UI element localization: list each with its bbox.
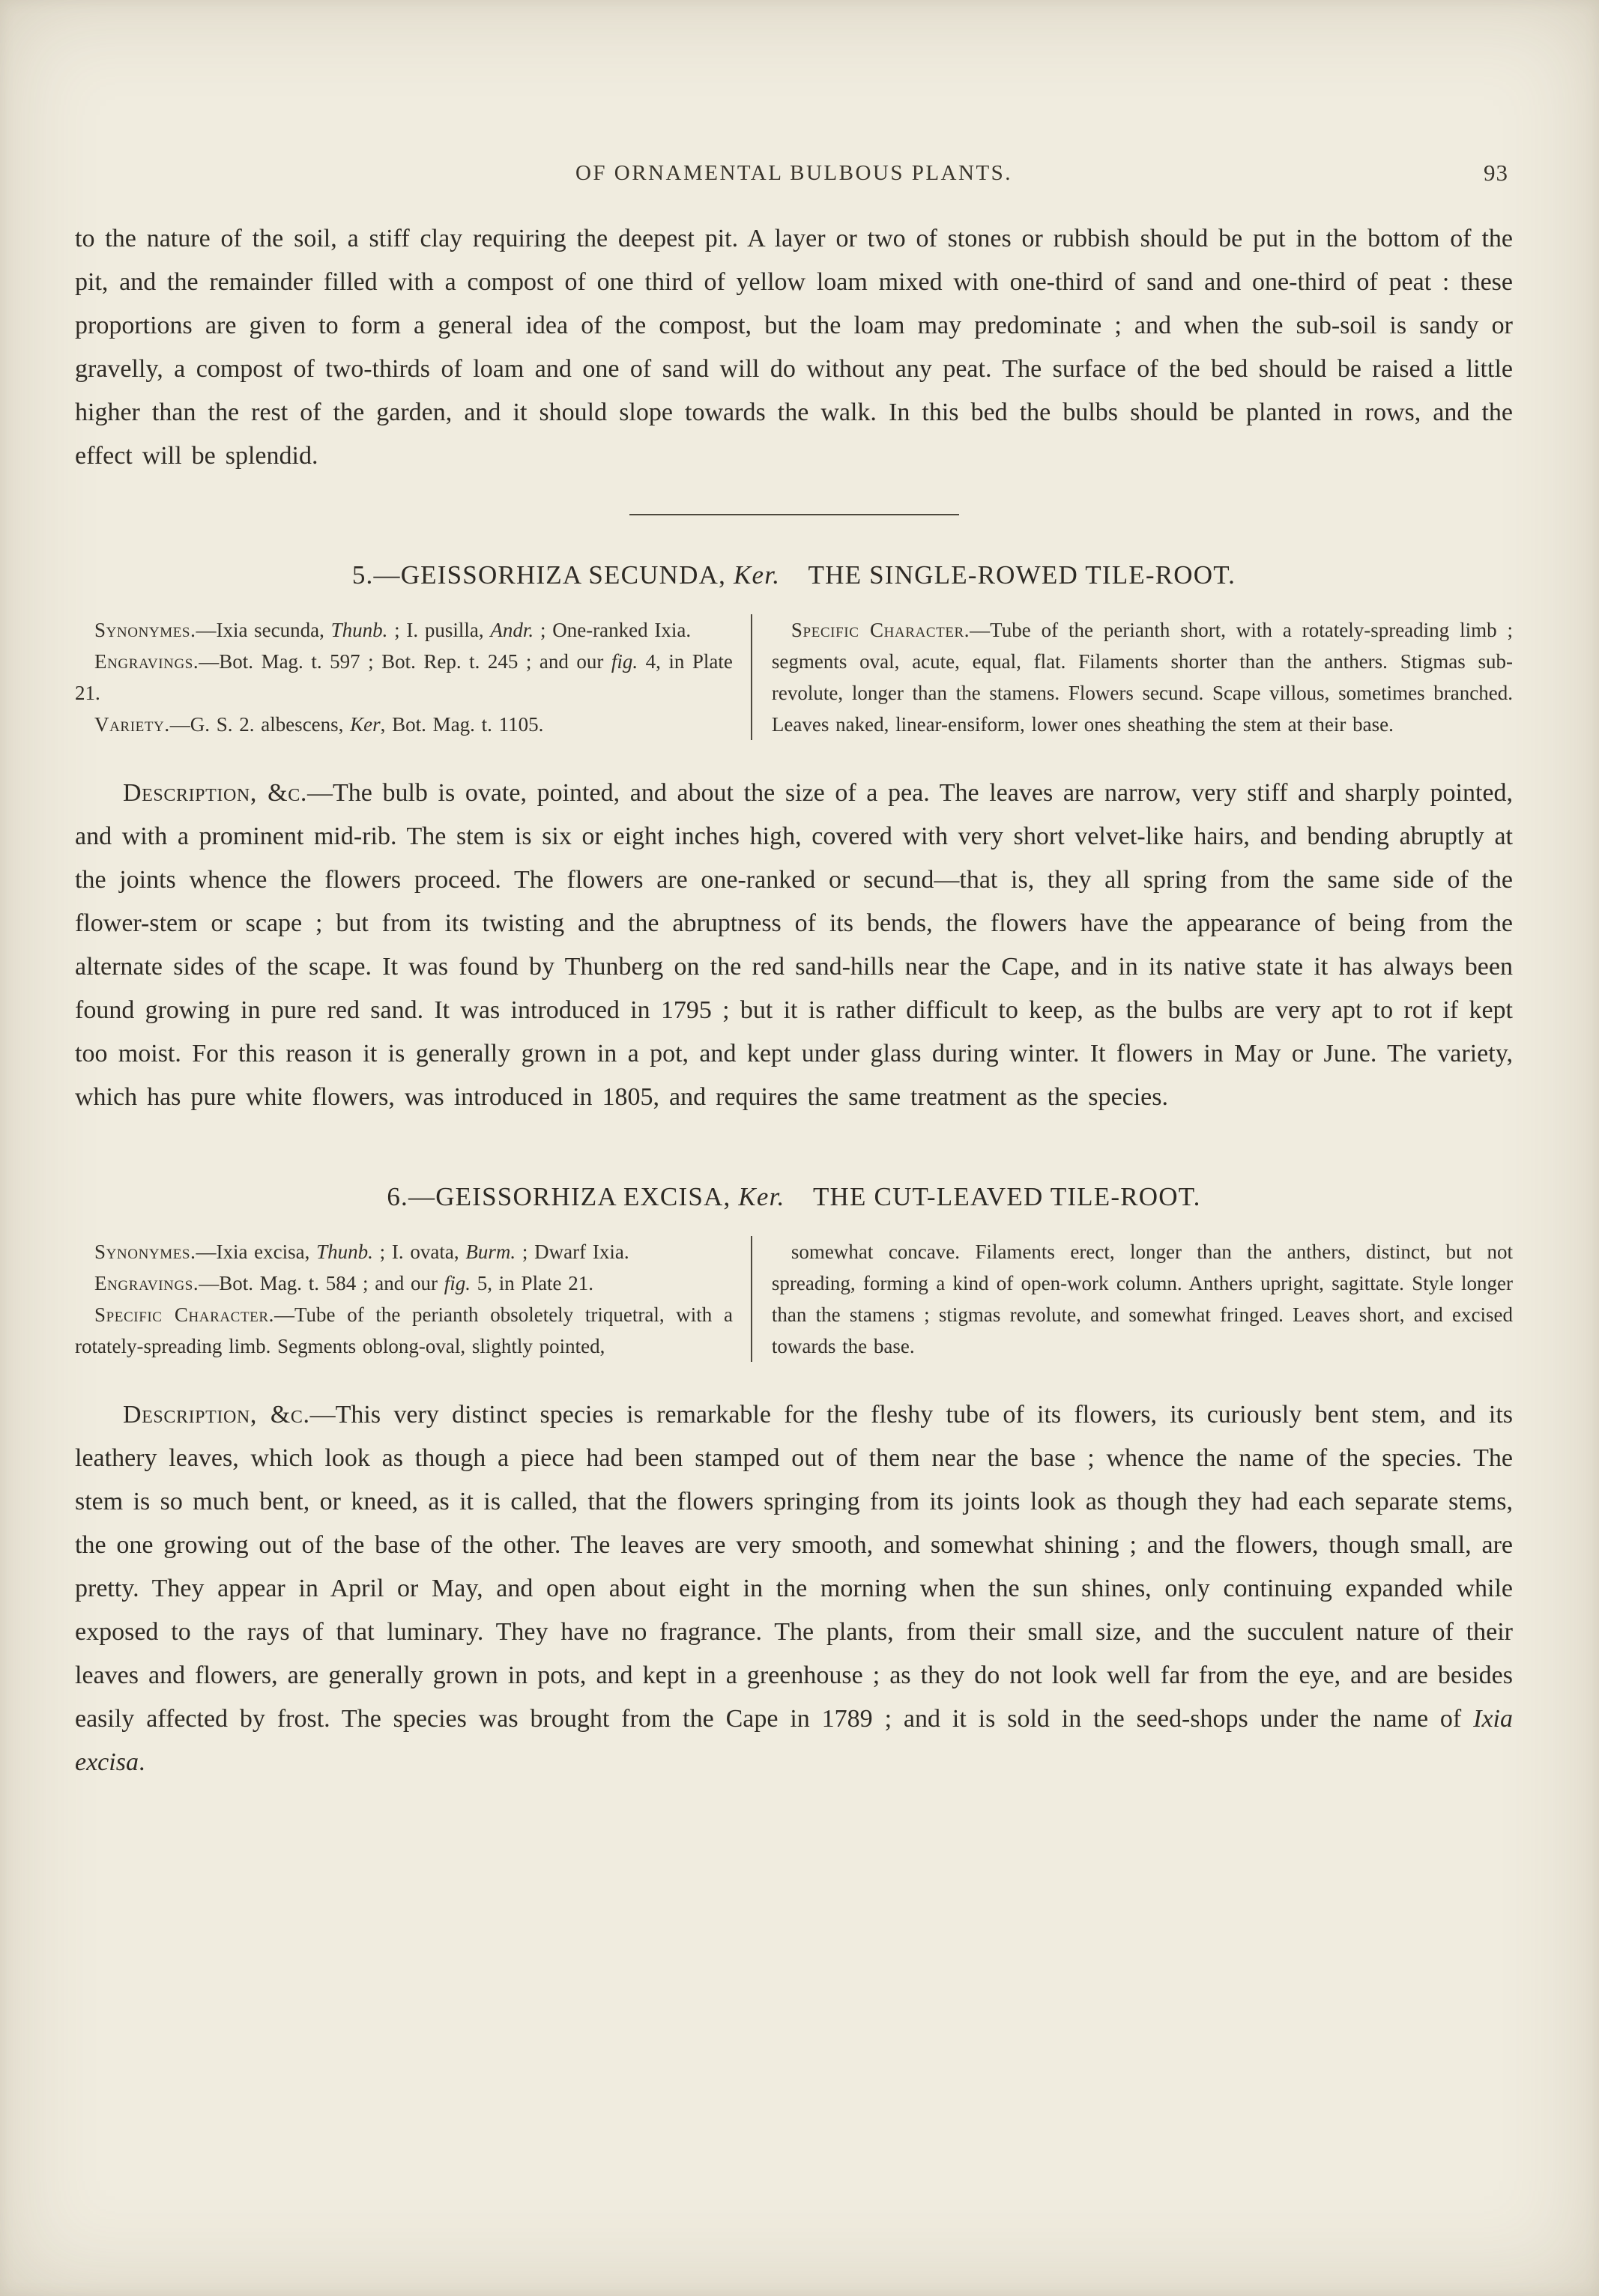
two-column-block bbox=[75, 614, 1513, 740]
section-geissorhiza-secunda bbox=[75, 560, 1513, 1119]
section-divider-rule bbox=[629, 514, 959, 515]
section-geissorhiza-excisa bbox=[75, 1182, 1513, 1784]
page-header bbox=[75, 161, 1513, 186]
two-column-block bbox=[75, 1236, 1513, 1362]
specific-character-column bbox=[751, 1236, 1513, 1362]
specific-character-column bbox=[751, 614, 1513, 740]
section-heading: 5.—GEISSORHIZA SECUNDA, Ker. THE SINGLE-ROWED TILE-ROOT. bbox=[351, 560, 1236, 590]
page-number: 93 bbox=[1484, 160, 1508, 186]
synonymes-column bbox=[75, 1236, 751, 1362]
engravings-entry: Engravings.—Bot. Mag. t. 597 ; Bot. Rep. t. 245 ; and our fig. 4, in Plate 21. bbox=[75, 650, 733, 704]
synonymes-column bbox=[75, 614, 751, 740]
synonymes-entry: Synonymes.—Ixia secunda, Thunb. ; I. pusilla, Andr. ; One-ranked Ixia. bbox=[94, 619, 692, 641]
specific-character-entry: Specific Character.—Tube of the perianth short, with a rotately-spreading limb ; segments oval, acute, equal, flat. Filaments shorter than the anthers. Stigmas sub-revolute, longer than the stamens. Flowers secund. Scape villous, sometimes branched. Leaves naked, linear-ensiform, lower ones sheathing the stem at their base. bbox=[771, 619, 1513, 736]
intro-paragraph: to the nature of the soil, a stiff clay requiring the deepest pit. A layer or two of stones or rubbish should be put in the bottom of the pit, and the remainder filled with a compost of one third of yellow loam mixed with one-third of sand and one-third of peat : these proportions are given to form a general idea of the compost, but the loam may predominate ; and when the sub-soil is sandy or gravelly, a compost of two-thirds of loam and one of sand will do without any peat. The surface of the bed should be raised a little higher than the rest of the garden, and it should slope towards the walk. In this bed the bulbs should be planted in rows, and the effect will be splendid. bbox=[75, 225, 1513, 470]
description-paragraph: Description, &c.—The bulb is ovate, pointed, and about the size of a pea. The leaves are narrow, very stiff and sharply pointed, and with a prominent mid-rib. The stem is six or eight inches high, covered with very short velvet-like hairs, and bending abruptly at the joints whence the flowers proceed. The flowers are one-ranked or secund—that is, they all spring from the same side of the flower-stem or scape ; but from its twisting and the abruptness of its bends, the flowers have the appearance of being from the alternate sides of the scape. It was found by Thunberg on the red sand-hills near the Cape, and in its native state it has always been found growing in pure red sand. It was introduced in 1795 ; but it is rather difficult to keep, as the bulbs are very apt to rot if kept too moist. For this reason it is generally grown in a pot, and kept under glass during winter. It flowers in May or June. The variety, which has pure white flowers, was introduced in 1805, and requires the same treatment as the species. bbox=[75, 779, 1513, 1111]
section-heading: 6.—GEISSORHIZA EXCISA, Ker. THE CUT-LEAVED TILE-ROOT. bbox=[387, 1182, 1201, 1211]
synonymes-entry: Synonymes.—Ixia excisa, Thunb. ; I. ovata, Burm. ; Dwarf Ixia. bbox=[94, 1241, 629, 1263]
variety-entry: Variety.—G. S. 2. albescens, Ker, Bot. Mag. t. 1105. bbox=[94, 713, 544, 736]
specific-character-entry: Specific Character.—Tube of the perianth obsoletely triquetral, with a rotately-spreading limb. Segments oblong-oval, slightly pointed, bbox=[75, 1303, 733, 1357]
running-head: OF ORNAMENTAL BULBOUS PLANTS. bbox=[575, 161, 1013, 185]
specific-character-continuation: somewhat concave. Filaments erect, longer than the anthers, distinct, but not spreading, forming a kind of open-work column. Anthers upright, sagittate. Style longer than the stamens ; stigmas revolute, and somewhat fringed. Leaves short, and excised towards the base. bbox=[771, 1241, 1513, 1357]
description-paragraph: Description, &c.—This very distinct species is remarkable for the fleshy tube of its flowers, its curiously bent stem, and its leathery leaves, which look as though a piece had been stamped out of them near the base ; whence the name of the species. The stem is so much bent, or kneed, as it is called, that the flowers springing from its joints look as though they had each separate stems, the one growing out of the base of the other. The leaves are very smooth, and somewhat shining ; and the flowers, though small, are pretty. They appear in April or May, and open about eight in the morning when the sun shines, only continuing expanded while exposed to the rays of that luminary. They have no fragrance. The plants, from their small size, and the succulent nature of their leaves and flowers, are generally grown in pots, and kept in a greenhouse ; as they do not look well far from the eye, and are besides easily affected by frost. The species was brought from the Cape in 1789 ; and it is sold in the seed-shops under the name of Ixia excisa. bbox=[75, 1401, 1514, 1776]
engravings-entry: Engravings.—Bot. Mag. t. 584 ; and our fig. 5, in Plate 21. bbox=[94, 1272, 594, 1294]
